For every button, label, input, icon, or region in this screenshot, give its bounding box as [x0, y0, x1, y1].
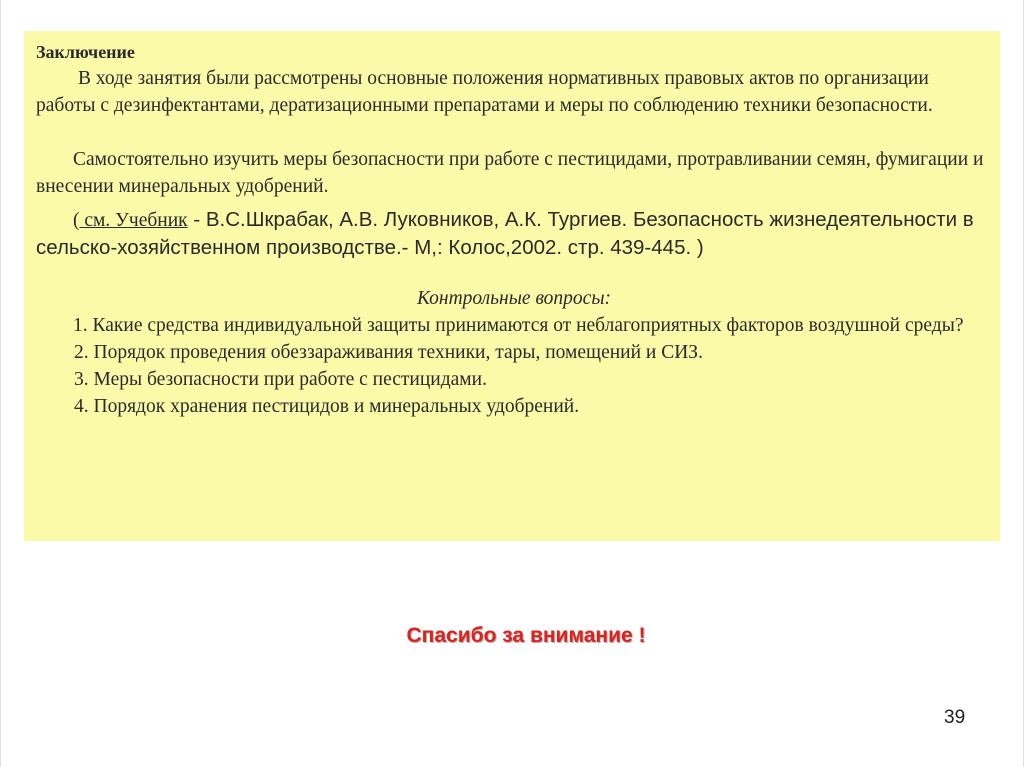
thanks-message: Спасибо за внимание !: [406, 624, 646, 647]
questions-title: Контрольные вопросы:: [416, 288, 612, 309]
question-item-2: 2. Порядок проведения обеззараживания техники, тары, помещений и СИЗ.: [74, 342, 703, 363]
conclusion-heading: Заключение: [36, 42, 135, 62]
reference-open-paren: (: [73, 210, 80, 231]
summary-paragraph: В ходе занятия были рассмотрены основные положения нормативных правовых актов по организации работы с дезинфектантами, дератизационными препаратами и меры по соблюдению техники безопасности.: [36, 68, 933, 116]
conclusion-box: [24, 31, 1000, 541]
textbook-reference: [36, 206, 988, 261]
reference-details: - В.С.Шкрабак, А.В. Луковников, А.К. Тургиев. Безопасность жизнедеятельности в сельско-хозяйственном производстве.- М,: Колос,2002. стр. 439-445. ): [36, 208, 974, 259]
question-item-4: 4. Порядок хранения пестицидов и минеральных удобрений.: [74, 396, 580, 417]
question-item-1: 1. Какие средства индивидуальной защиты принимаются от неблагоприятных факторов воздушной среды?: [73, 315, 964, 336]
reference-citation: [73, 210, 188, 231]
question-item-3: 3. Меры безопасности при работе с пестицидами.: [74, 369, 487, 390]
reference-textbook-label: см. Учебник: [79, 210, 188, 231]
self-study-paragraph: Самостоятельно изучить меры безопасности при работе с пестицидами, протравливании семян, фумигации и внесении минеральных удобрений.: [36, 149, 984, 197]
page-number: 39: [944, 707, 966, 728]
